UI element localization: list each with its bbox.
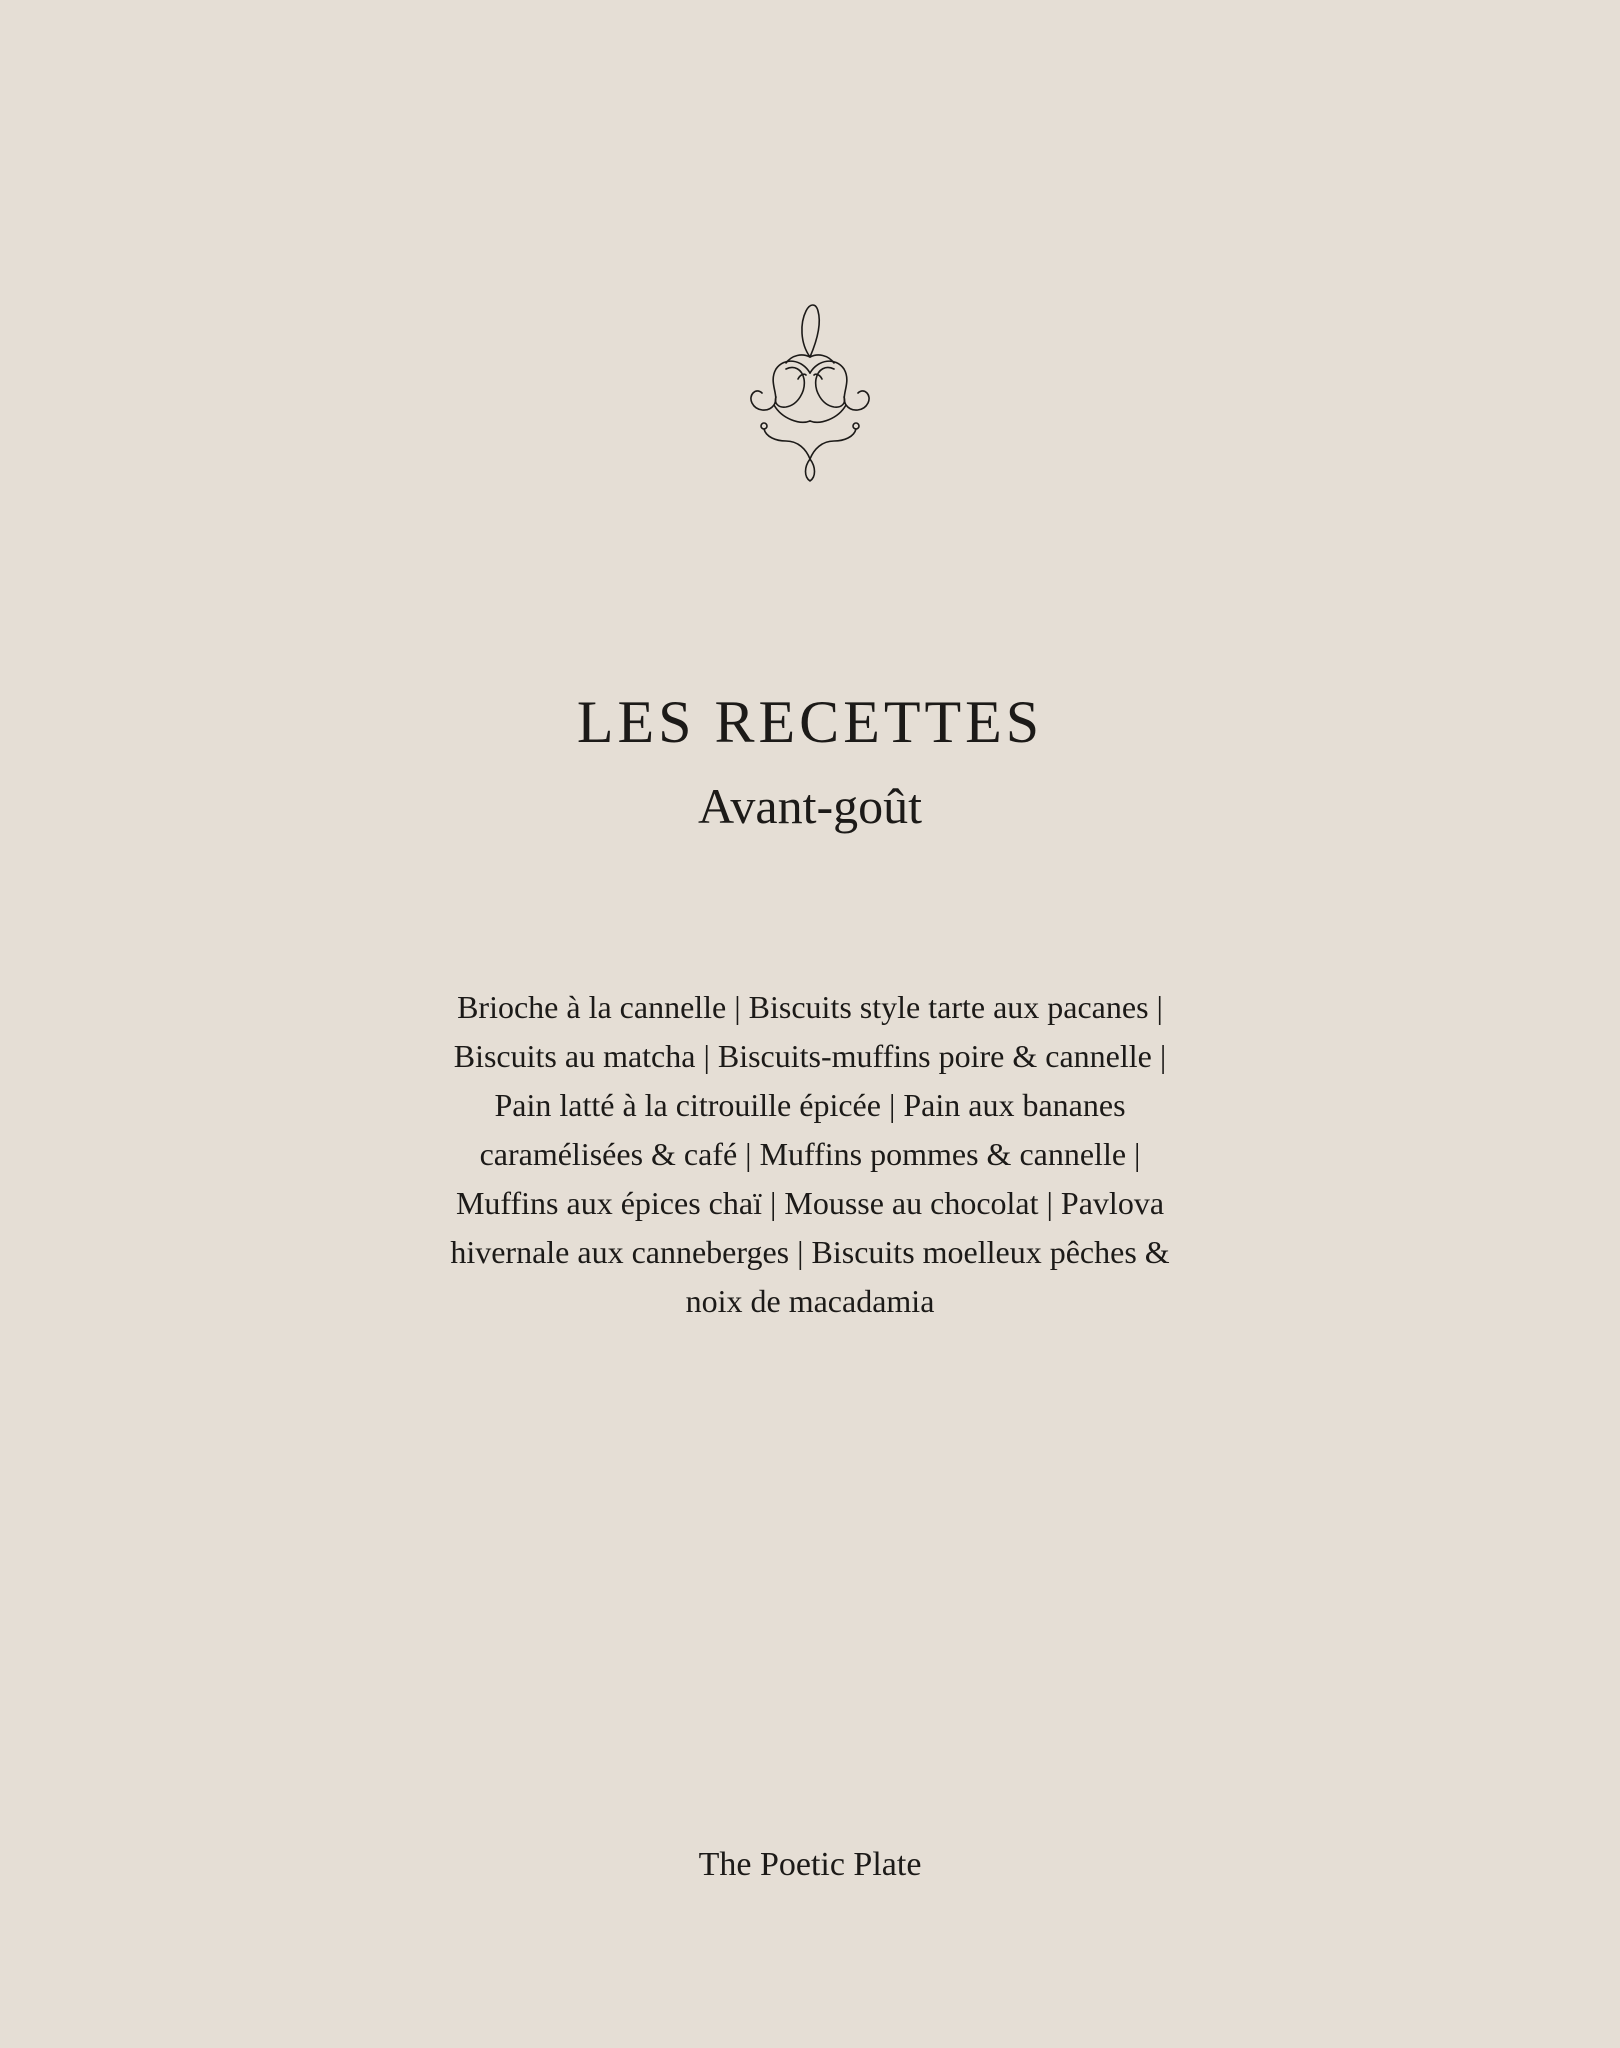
double-swan-ornament-icon xyxy=(740,295,880,490)
page-subtitle: Avant-goût xyxy=(697,778,923,834)
brand-name: The Poetic Plate xyxy=(698,1846,922,1883)
page-title: LES RECETTES xyxy=(576,689,1044,755)
recipe-list: Brioche à la cannelle | Biscuits style tarte aux pacanes | Biscuits au matcha | Biscuits-muffins poire & cannelle | Pain latté à la citrouille épicée | Pain aux bananes caramélisées & café | Muffins pommes & cannelle | Muffins aux épices chaï | Mousse au chocolat | Pavlova hivernale aux canneberges | Biscuits moelleux pêches & noix de macadamia xyxy=(450,989,1170,1319)
